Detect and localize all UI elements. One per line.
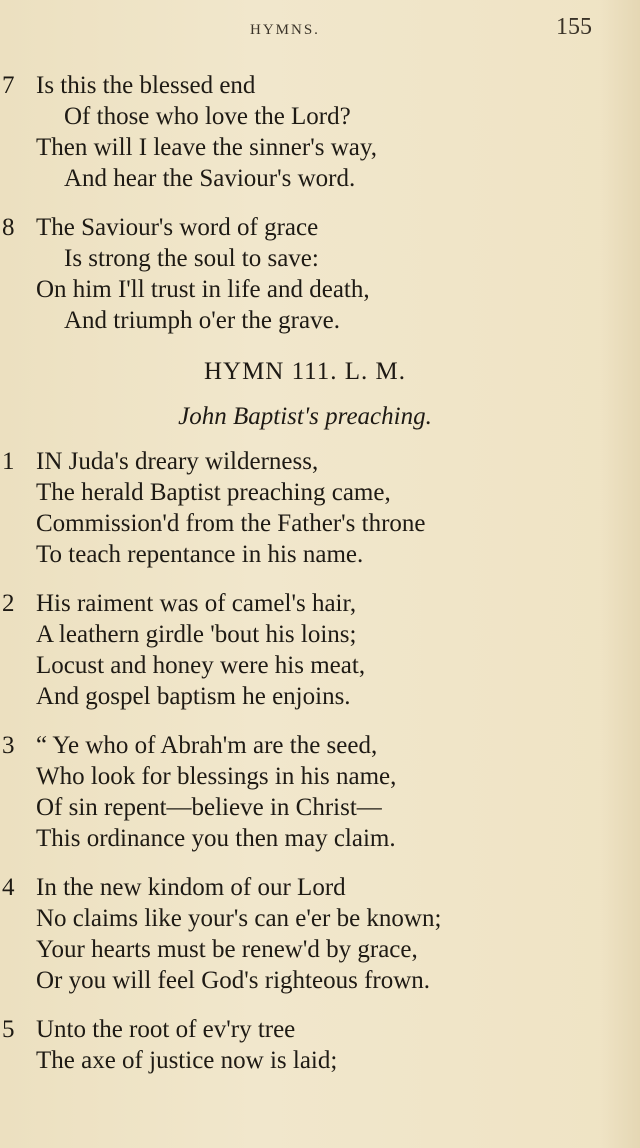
verse-text: And triumph o'er the grave. (64, 307, 340, 334)
verse-line (0, 730, 600, 761)
verse-text: To teach repentance in his name. (36, 541, 364, 568)
verse-line (0, 934, 600, 965)
verse-line (0, 70, 600, 101)
stanza-number: 2 (2, 590, 15, 617)
stanza-number: 3 (2, 732, 15, 759)
stanza (0, 872, 600, 996)
verse-line (0, 681, 600, 712)
stanza-number: 7 (2, 72, 15, 99)
verse-line (0, 274, 600, 305)
verse-line (0, 903, 600, 934)
verse-line (0, 132, 600, 163)
stanzas-hymn-111 (0, 446, 600, 1076)
verse-text: His raiment was of camel's hair, (36, 590, 357, 617)
stanza (0, 1014, 600, 1076)
verse-text: Is strong the soul to save: (64, 245, 319, 272)
verse-text: A leathern girdle 'bout his loins; (36, 621, 357, 648)
verse-text: The Saviour's word of grace (36, 214, 319, 241)
verse-line (0, 446, 600, 477)
verse-line (0, 1014, 600, 1045)
verse-line (0, 243, 600, 274)
verse-line (0, 305, 600, 336)
page-edge-shadow (600, 0, 640, 1148)
verse-line (0, 823, 600, 854)
verse-line (0, 965, 600, 996)
verse-text: Of sin repent—believe in Christ— (36, 794, 382, 821)
stanza (0, 730, 600, 854)
verse-text: “ Ye who of Abrah'm are the seed, (36, 732, 378, 759)
verse-text: Or you will feel God's righteous frown. (36, 967, 431, 994)
verse-text: On him I'll trust in life and death, (36, 276, 370, 303)
running-head: HYMNS. (250, 22, 320, 38)
verse-line (0, 477, 600, 508)
verse-text: Unto the root of ev'ry tree (36, 1016, 296, 1043)
verse-line (0, 872, 600, 903)
stanza (0, 446, 600, 570)
verse-text: Commission'd from the Father's throne (36, 510, 426, 537)
verse-text: Locust and honey were his meat, (36, 652, 366, 679)
hymn-subtitle: John Baptist's preaching. (178, 403, 432, 430)
page-number: 155 (556, 14, 592, 40)
verse-line (0, 163, 600, 194)
verse-line (0, 650, 600, 681)
stanza-number: 8 (2, 214, 15, 241)
verse-text: Is this the blessed end (36, 72, 256, 99)
verse-line (0, 761, 600, 792)
verse-text: Of those who love the Lord? (64, 103, 351, 130)
stanza-number: 1 (2, 448, 15, 475)
verse-text: No claims like your's can e'er be known; (36, 905, 442, 932)
verse-line (0, 619, 600, 650)
verse-line (0, 508, 600, 539)
stanza (0, 212, 600, 336)
verse-line (0, 1045, 600, 1076)
stanza (0, 70, 600, 194)
verse-line (0, 792, 600, 823)
verse-text: This ordinance you then may claim. (36, 825, 396, 852)
stanza-number: 5 (2, 1016, 15, 1043)
verse-line (0, 588, 600, 619)
verse-line (0, 101, 600, 132)
page-content (0, 70, 600, 1094)
verse-text: The axe of justice now is laid; (36, 1047, 338, 1074)
verse-text: And hear the Saviour's word. (64, 165, 356, 192)
stanza-number: 4 (2, 874, 15, 901)
verse-text: Then will I leave the sinner's way, (36, 134, 377, 161)
hymn-title: HYMN 111. L. M. (203, 358, 407, 385)
verse-text: And gospel baptism he enjoins. (36, 683, 351, 710)
verse-text: Who look for blessings in his name, (36, 763, 397, 790)
verse-line (0, 212, 600, 243)
verse-text: The herald Baptist preaching came, (36, 479, 391, 506)
verse-text: In the new kindom of our Lord (36, 874, 346, 901)
stanzas-before-hymn (0, 70, 600, 336)
verse-text: Your hearts must be renew'd by grace, (36, 936, 418, 963)
verse-line (0, 539, 600, 570)
verse-text: IN Juda's dreary wilderness, (36, 448, 319, 475)
stanza (0, 588, 600, 712)
